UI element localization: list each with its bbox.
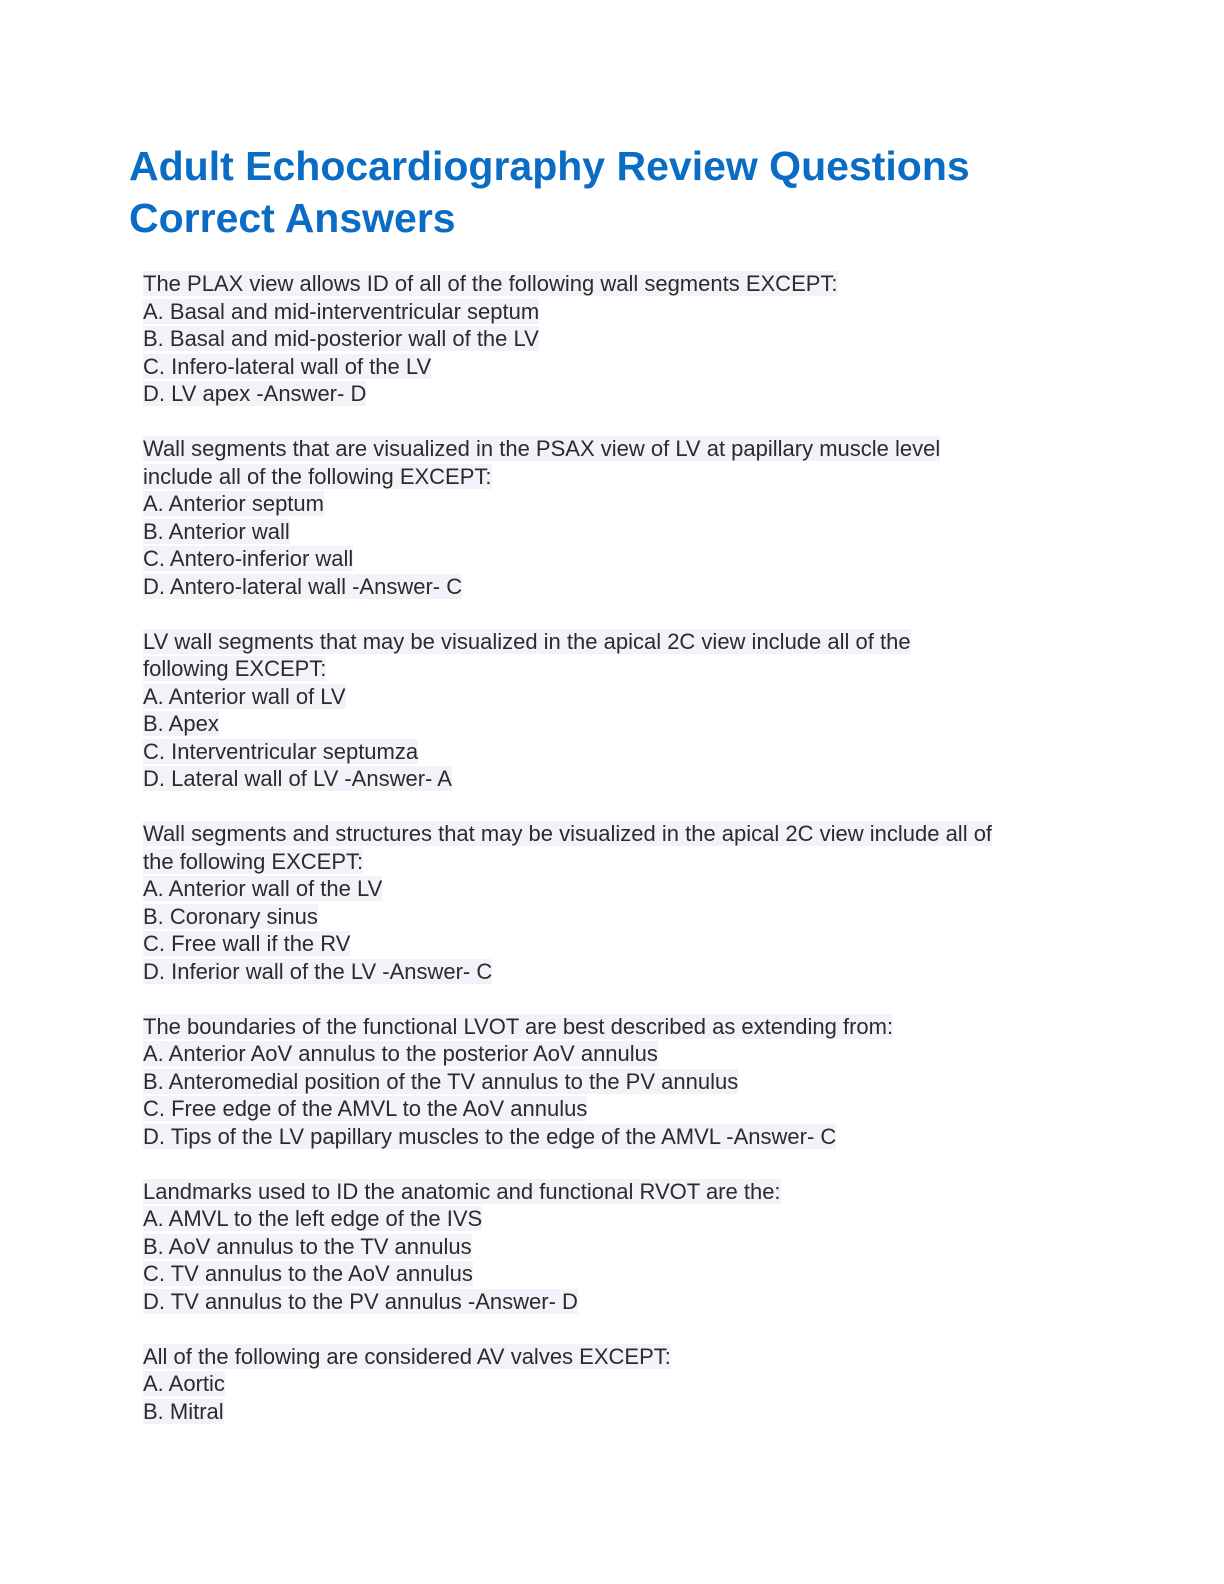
question-line-text: The boundaries of the functional LVOT are best described as extending from: (143, 1013, 894, 1039)
question-line (143, 573, 1103, 601)
question-line-text: D. TV annulus to the PV annulus -Answer- D (143, 1288, 578, 1314)
question-line-text: B. Anteromedial position of the TV annulus to the PV annulus (143, 1068, 739, 1094)
question-line-text: include all of the following EXCEPT: (143, 463, 492, 489)
question-line (143, 1123, 1103, 1151)
question-line-text: B. Coronary sinus (143, 903, 318, 929)
question-line (143, 875, 1103, 903)
question-line-text: C. TV annulus to the AoV annulus (143, 1261, 473, 1286)
question-line (143, 930, 1103, 958)
question-line-text: C. Antero-inferior wall (143, 546, 354, 571)
question-line-text: D. LV apex -Answer- D (143, 381, 367, 406)
question-line-text: B. Mitral (143, 1398, 224, 1424)
questions-list (143, 270, 1103, 1453)
question-line (143, 1068, 1103, 1096)
question-line (143, 1260, 1103, 1288)
question-line (143, 683, 1103, 711)
question-line-text: Landmarks used to ID the anatomic and functional RVOT are the: (143, 1178, 781, 1204)
question-line-text: D. Tips of the LV papillary muscles to the edge of the AMVL -Answer- C (143, 1123, 837, 1149)
question-line-text: A. Anterior AoV annulus to the posterior AoV annulus (143, 1041, 658, 1066)
document-title-line-2: Correct Answers (129, 195, 456, 241)
question-line-text: A. Anterior wall of LV (143, 683, 346, 709)
document-title-line-1: Adult Echocardiography Review Questions (129, 143, 970, 189)
question-line-text: The PLAX view allows ID of all of the following wall segments EXCEPT: (143, 271, 838, 296)
question-line-text: A. AMVL to the left edge of the IVS (143, 1206, 483, 1231)
question-block (143, 628, 1103, 793)
question-line (143, 380, 1103, 408)
question-line (143, 958, 1103, 986)
question-line-text: A. Anterior wall of the LV (143, 876, 383, 901)
question-line-text: A. Anterior septum (143, 491, 324, 516)
question-line-text: C. Free edge of the AMVL to the AoV annulus (143, 1096, 588, 1121)
question-line-text: LV wall segments that may be visualized in the apical 2C view include all of the (143, 628, 911, 654)
question-block (143, 435, 1103, 600)
question-line (143, 490, 1103, 518)
question-line-text: B. Anterior wall (143, 518, 290, 544)
question-line (143, 1398, 1103, 1426)
question-block (143, 1013, 1103, 1151)
question-block (143, 820, 1103, 985)
question-line (143, 1288, 1103, 1316)
question-line-text: Wall segments and structures that may be visualized in the apical 2C view include all of (143, 821, 993, 846)
question-text-line (143, 820, 1103, 848)
question-line-text: Wall segments that are visualized in the PSAX view of LV at papillary muscle level (143, 436, 941, 461)
question-line (143, 710, 1103, 738)
question-line-text: C. Free wall if the RV (143, 931, 351, 956)
question-text-line (143, 1343, 1103, 1371)
question-line (143, 848, 1103, 876)
question-line (143, 903, 1103, 931)
question-line (143, 765, 1103, 793)
question-line (143, 298, 1103, 326)
question-line (143, 518, 1103, 546)
question-line-text: D. Lateral wall of LV -Answer- A (143, 766, 452, 791)
question-line (143, 325, 1103, 353)
question-text-line (143, 628, 1103, 656)
question-line (143, 1370, 1103, 1398)
question-line-text: All of the following are considered AV valves EXCEPT: (143, 1343, 671, 1369)
question-block (143, 270, 1103, 408)
question-line (143, 1205, 1103, 1233)
question-line (143, 1233, 1103, 1261)
question-block (143, 1343, 1103, 1426)
question-line (143, 463, 1103, 491)
question-line-text: B. Apex (143, 711, 219, 736)
question-line-text: the following EXCEPT: (143, 848, 364, 874)
question-line (143, 1095, 1103, 1123)
question-line-text: A. Aortic (143, 1371, 225, 1396)
question-text-line (143, 435, 1103, 463)
question-line-text: B. Basal and mid-posterior wall of the LV (143, 326, 539, 351)
question-line-text: D. Inferior wall of the LV -Answer- C (143, 958, 493, 984)
question-line (143, 738, 1103, 766)
question-line (143, 353, 1103, 381)
question-text-line (143, 1178, 1103, 1206)
question-text-line (143, 1013, 1103, 1041)
question-line-text: A. Basal and mid-interventricular septum (143, 298, 540, 324)
question-line-text: C. Interventricular septumza (143, 738, 419, 764)
question-line-text: D. Antero-lateral wall -Answer- C (143, 573, 463, 599)
question-line (143, 545, 1103, 573)
question-line-text: following EXCEPT: (143, 656, 327, 681)
question-text-line (143, 270, 1103, 298)
question-line (143, 655, 1103, 683)
question-line (143, 1040, 1103, 1068)
document-title (129, 140, 1109, 244)
question-line-text: B. AoV annulus to the TV annulus (143, 1233, 472, 1259)
question-block (143, 1178, 1103, 1316)
question-line-text: C. Infero-lateral wall of the LV (143, 353, 432, 379)
